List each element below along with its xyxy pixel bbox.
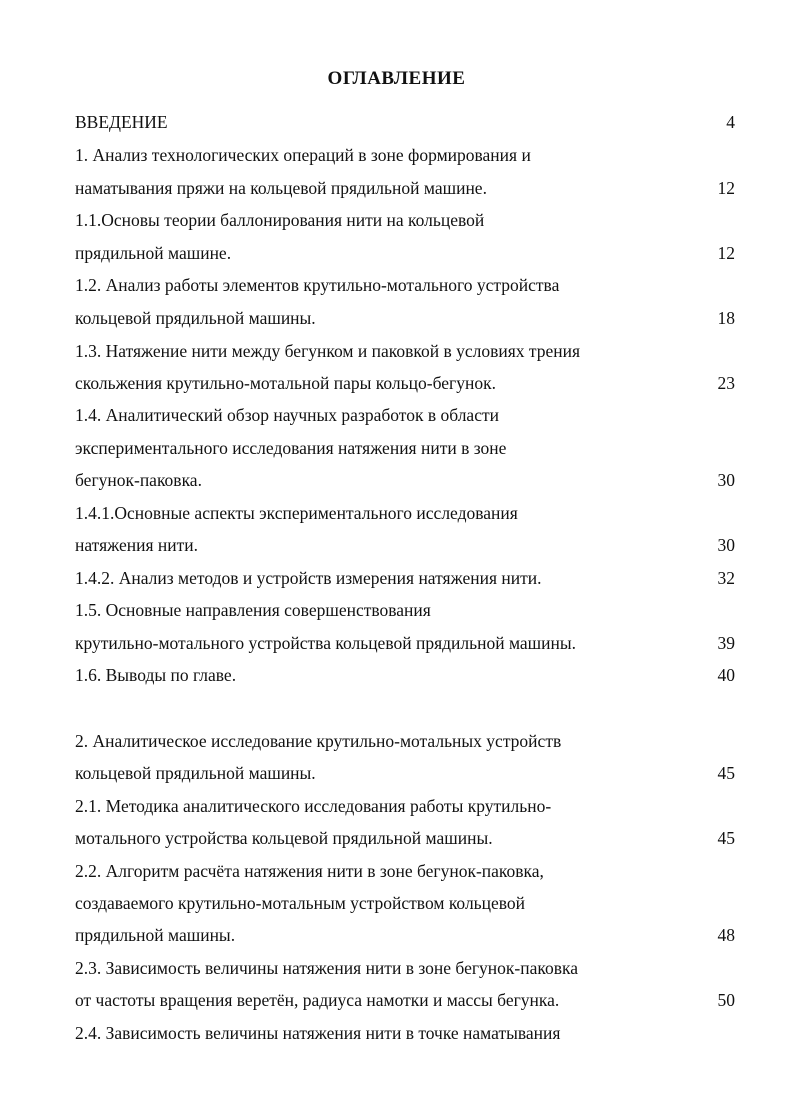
- toc-page-number: 30: [717, 470, 735, 490]
- toc-page-number: 39: [717, 633, 735, 653]
- toc-page-number: 30: [717, 535, 735, 555]
- toc-entry-line: 1.2. Анализ работы элементов крутильно-мотального устройства: [75, 275, 560, 295]
- toc-entry-line: натяжения нити.: [75, 535, 199, 555]
- toc-entry-line: 2.1. Методика аналитического исследования работы крутильно-: [75, 796, 552, 816]
- toc-entry-line: ВВЕДЕНИЕ: [75, 112, 168, 132]
- page-title: ОГЛАВЛЕНИЕ: [327, 68, 466, 89]
- toc-entry-line: бегунок-паковка.: [75, 470, 202, 490]
- toc-entry-line: кольцевой прядильной машины.: [75, 308, 316, 328]
- toc-page-number: 12: [717, 243, 735, 263]
- toc-page-number: 50: [717, 990, 735, 1010]
- toc-entry-line: 2. Аналитическое исследование крутильно-мотальных устройств: [75, 731, 562, 751]
- toc-entry-line: прядильной машине.: [75, 243, 232, 263]
- toc-page-number: 45: [717, 828, 735, 848]
- toc-entry-line: 1. Анализ технологических операций в зоне формирования и: [75, 145, 531, 165]
- toc-entry-line: 1.4.1.Основные аспекты экспериментального исследования: [75, 503, 518, 523]
- toc-entry-line: наматывания пряжи на кольцевой прядильной машине.: [75, 178, 487, 198]
- toc-entry-line: 1.5. Основные направления совершенствования: [75, 600, 431, 620]
- toc-entry-line: 2.3. Зависимость величины натяжения нити в зоне бегунок-паковка: [75, 958, 578, 978]
- toc-page-number: 23: [717, 373, 735, 393]
- toc-page-number: 4: [726, 112, 735, 132]
- toc-entry-line: скольжения крутильно-мотальной пары кольцо-бегунок.: [75, 373, 496, 393]
- toc-entry-line: 1.6. Выводы по главе.: [75, 665, 237, 685]
- toc-page-number: 12: [717, 178, 735, 198]
- toc-entry-line: прядильной машины.: [75, 925, 236, 945]
- toc-page-number: 48: [717, 925, 735, 945]
- toc-entry-line: 1.4.2. Анализ методов и устройств измерения натяжения нити.: [75, 568, 542, 588]
- toc-entry-line: 2.2. Алгоритм расчёта натяжения нити в зоне бегунок-паковка,: [75, 861, 544, 881]
- toc-page-number: 40: [717, 665, 735, 685]
- toc-entry-line: создаваемого крутильно-мотальным устройством кольцевой: [75, 893, 526, 913]
- toc-page-number: 18: [717, 308, 735, 328]
- toc-entry-line: крутильно-мотального устройства кольцевой прядильной машины.: [75, 633, 577, 653]
- toc-entry-line: от частоты вращения веретён, радиуса намотки и массы бегунка.: [75, 990, 560, 1010]
- toc-page-number: 45: [717, 763, 735, 783]
- toc-entry-line: 1.1.Основы теории баллонирования нити на кольцевой: [75, 210, 485, 230]
- toc-entry-line: 1.4. Аналитический обзор научных разработок в области: [75, 405, 499, 425]
- toc-entry-line: кольцевой прядильной машины.: [75, 763, 316, 783]
- toc-page-number: 32: [717, 568, 735, 588]
- toc-entry-line: экспериментального исследования натяжения нити в зоне: [75, 438, 507, 458]
- toc-entry-line: 1.3. Натяжение нити между бегунком и паковкой в условиях трения: [75, 341, 581, 361]
- toc-entry-line: мотального устройства кольцевой прядильной машины.: [75, 828, 493, 848]
- toc-entry-line: 2.4. Зависимость величины натяжения нити в точке наматывания: [75, 1023, 561, 1043]
